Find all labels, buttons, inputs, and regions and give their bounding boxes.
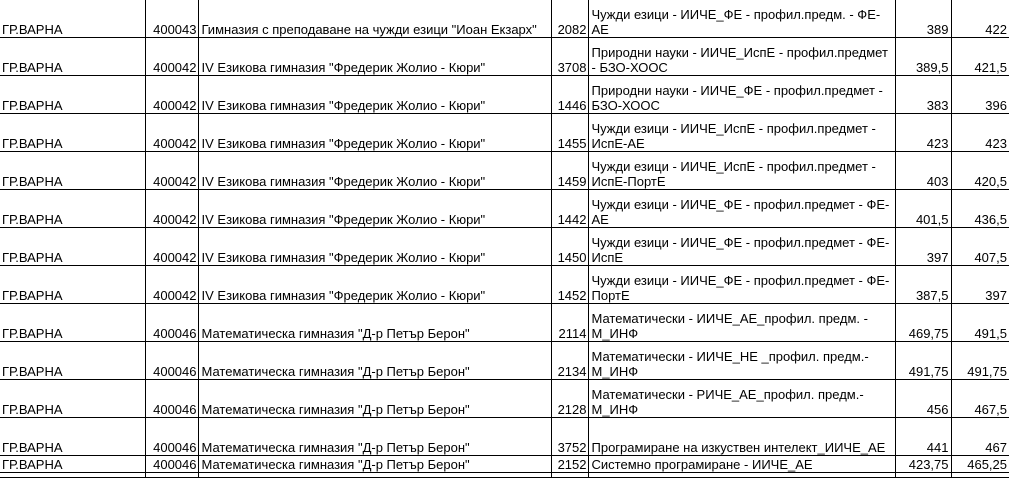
school-code-cell: 400042 <box>145 190 198 228</box>
city-cell: ГР.ВАРНА <box>0 456 145 473</box>
school-name-cell: Гимназия с преподаване на чужди езици "Иоан Екзарх" <box>198 0 551 38</box>
max-score-cell: 436,5 <box>951 190 1009 228</box>
school-code-cell: 400046 <box>145 456 198 473</box>
max-score-cell: 422 <box>951 0 1009 38</box>
profile-name-cell: Програмиране на изкуствен интелект_ИИЧЕ_АЕ <box>588 418 895 456</box>
school-code-cell: 400046 <box>145 380 198 418</box>
min-score-cell: 401,5 <box>895 190 951 228</box>
max-score-cell: 396 <box>951 76 1009 114</box>
city-cell: ГР.ВАРНА <box>0 0 145 38</box>
profile-name-cell: Чужди езици - ИИЧЕ_ИспЕ - профил.предмет - ИспЕ-ПортЕ <box>588 152 895 190</box>
max-score-cell: 465,25 <box>951 456 1009 473</box>
profile-name-cell: Природни науки - ИИЧЕ_ИспЕ - профил.предмет - БЗО-ХООС <box>588 38 895 76</box>
city-cell: ГР.ВАРНА <box>0 38 145 76</box>
profile-name-cell: Системно програмиране - ИИЧЕ_АЕ <box>588 456 895 473</box>
max-score-cell: 407,5 <box>951 228 1009 266</box>
max-score-cell: 397 <box>951 266 1009 304</box>
profile-code-cell: 2128 <box>551 380 588 418</box>
min-score-cell: 403 <box>895 152 951 190</box>
profile-code-cell: 1442 <box>551 190 588 228</box>
profile-code-cell: 2152 <box>551 456 588 473</box>
max-score-cell: 491,5 <box>951 304 1009 342</box>
max-score-cell: 467 <box>951 418 1009 456</box>
table-row <box>0 456 1009 473</box>
min-score-cell: 456 <box>895 380 951 418</box>
school-code-cell: 400046 <box>145 342 198 380</box>
table-row-partial <box>0 473 1009 478</box>
max-score-cell: 420,5 <box>951 152 1009 190</box>
min-score-cell: 387,5 <box>895 266 951 304</box>
min-score-cell: 397 <box>895 228 951 266</box>
school-name-cell: IV Езикова гимназия "Фредерик Жолио - Кюри" <box>198 266 551 304</box>
profile-code-cell: 1450 <box>551 228 588 266</box>
min-score-cell: 423 <box>895 114 951 152</box>
profile-name-cell: Математически - ИИЧЕ_НЕ _профил. предм.- М_ИНФ <box>588 342 895 380</box>
school-name-cell: IV Езикова гимназия "Фредерик Жолио - Кюри" <box>198 190 551 228</box>
table-row <box>0 38 1009 76</box>
table-row <box>0 152 1009 190</box>
table-row <box>0 190 1009 228</box>
school-name-cell: IV Езикова гимназия "Фредерик Жолио - Кюри" <box>198 152 551 190</box>
school-code-cell: 400046 <box>145 304 198 342</box>
school-name-cell: IV Езикова гимназия "Фредерик Жолио - Кюри" <box>198 114 551 152</box>
city-cell: ГР.ВАРНА <box>0 228 145 266</box>
city-cell: ГР.ВАРНА <box>0 190 145 228</box>
profile-code-cell: 1452 <box>551 266 588 304</box>
profile-code-cell: 2134 <box>551 342 588 380</box>
city-cell: ГР.ВАРНА <box>0 76 145 114</box>
max-score-cell: 491,75 <box>951 342 1009 380</box>
school-code-cell: 400042 <box>145 228 198 266</box>
min-score-cell: 383 <box>895 76 951 114</box>
school-code-cell: 400042 <box>145 114 198 152</box>
school-name-cell: Математическа гимназия "Д-р Петър Берон" <box>198 304 551 342</box>
city-cell: ГР.ВАРНА <box>0 418 145 456</box>
max-score-cell: 423 <box>951 114 1009 152</box>
min-score-cell: 389 <box>895 0 951 38</box>
table-row <box>0 114 1009 152</box>
table-row <box>0 0 1009 38</box>
school-code-cell: 400043 <box>145 0 198 38</box>
table-row <box>0 342 1009 380</box>
profile-name-cell: Чужди езици - ИИЧЕ_ФЕ - профил.предмет - ФЕ-ИспЕ <box>588 228 895 266</box>
city-cell: ГР.ВАРНА <box>0 266 145 304</box>
min-score-cell: 469,75 <box>895 304 951 342</box>
table-row <box>0 418 1009 456</box>
school-code-cell: 400042 <box>145 152 198 190</box>
profile-name-cell: Чужди езици - ИИЧЕ_ФЕ - профил.предмет - ФЕ-ПортЕ <box>588 266 895 304</box>
school-name-cell: Математическа гимназия "Д-р Петър Берон" <box>198 418 551 456</box>
profile-code-cell: 3708 <box>551 38 588 76</box>
max-score-cell: 467,5 <box>951 380 1009 418</box>
city-cell: ГР.ВАРНА <box>0 342 145 380</box>
city-cell: ГР.ВАРНА <box>0 380 145 418</box>
table-row <box>0 304 1009 342</box>
city-cell: ГР.ВАРНА <box>0 114 145 152</box>
school-name-cell: IV Езикова гимназия "Фредерик Жолио - Кюри" <box>198 38 551 76</box>
profile-code-cell: 1446 <box>551 76 588 114</box>
school-name-cell: Математическа гимназия "Д-р Петър Берон" <box>198 342 551 380</box>
profile-code-cell: 3752 <box>551 418 588 456</box>
school-code-cell: 400042 <box>145 76 198 114</box>
table-row <box>0 266 1009 304</box>
min-score-cell: 423,75 <box>895 456 951 473</box>
min-score-cell: 389,5 <box>895 38 951 76</box>
school-name-cell: Математическа гимназия "Д-р Петър Берон" <box>198 380 551 418</box>
profile-name-cell: Математически - РИЧЕ_АЕ_профил. предм.- М_ИНФ <box>588 380 895 418</box>
table-row <box>0 228 1009 266</box>
profile-name-cell: Чужди езици - ИИЧЕ_ФЕ - профил.предм. - ФЕ-АЕ <box>588 0 895 38</box>
profile-code-cell: 2114 <box>551 304 588 342</box>
max-score-cell: 421,5 <box>951 38 1009 76</box>
min-score-cell: 491,75 <box>895 342 951 380</box>
profile-name-cell: Математически - ИИЧЕ_АЕ_профил. предм. - М_ИНФ <box>588 304 895 342</box>
school-code-cell: 400042 <box>145 266 198 304</box>
min-score-cell: 441 <box>895 418 951 456</box>
profile-code-cell: 1459 <box>551 152 588 190</box>
profile-code-cell: 1455 <box>551 114 588 152</box>
city-cell: ГР.ВАРНА <box>0 152 145 190</box>
school-code-cell: 400046 <box>145 418 198 456</box>
school-name-cell: Математическа гимназия "Д-р Петър Берон" <box>198 456 551 473</box>
profile-code-cell: 2082 <box>551 0 588 38</box>
city-cell: ГР.ВАРНА <box>0 304 145 342</box>
profile-name-cell: Чужди езици - ИИЧЕ_ФЕ - профил.предмет - ФЕ-АЕ <box>588 190 895 228</box>
table-row <box>0 380 1009 418</box>
school-name-cell: IV Езикова гимназия "Фредерик Жолио - Кюри" <box>198 228 551 266</box>
table-row <box>0 76 1009 114</box>
profile-name-cell: Чужди езици - ИИЧЕ_ИспЕ - профил.предмет - ИспЕ-АЕ <box>588 114 895 152</box>
school-name-cell: IV Езикова гимназия "Фредерик Жолио - Кюри" <box>198 76 551 114</box>
school-code-cell: 400042 <box>145 38 198 76</box>
profile-name-cell: Природни науки - ИИЧЕ_ФЕ - профил.предмет - БЗО-ХООС <box>588 76 895 114</box>
